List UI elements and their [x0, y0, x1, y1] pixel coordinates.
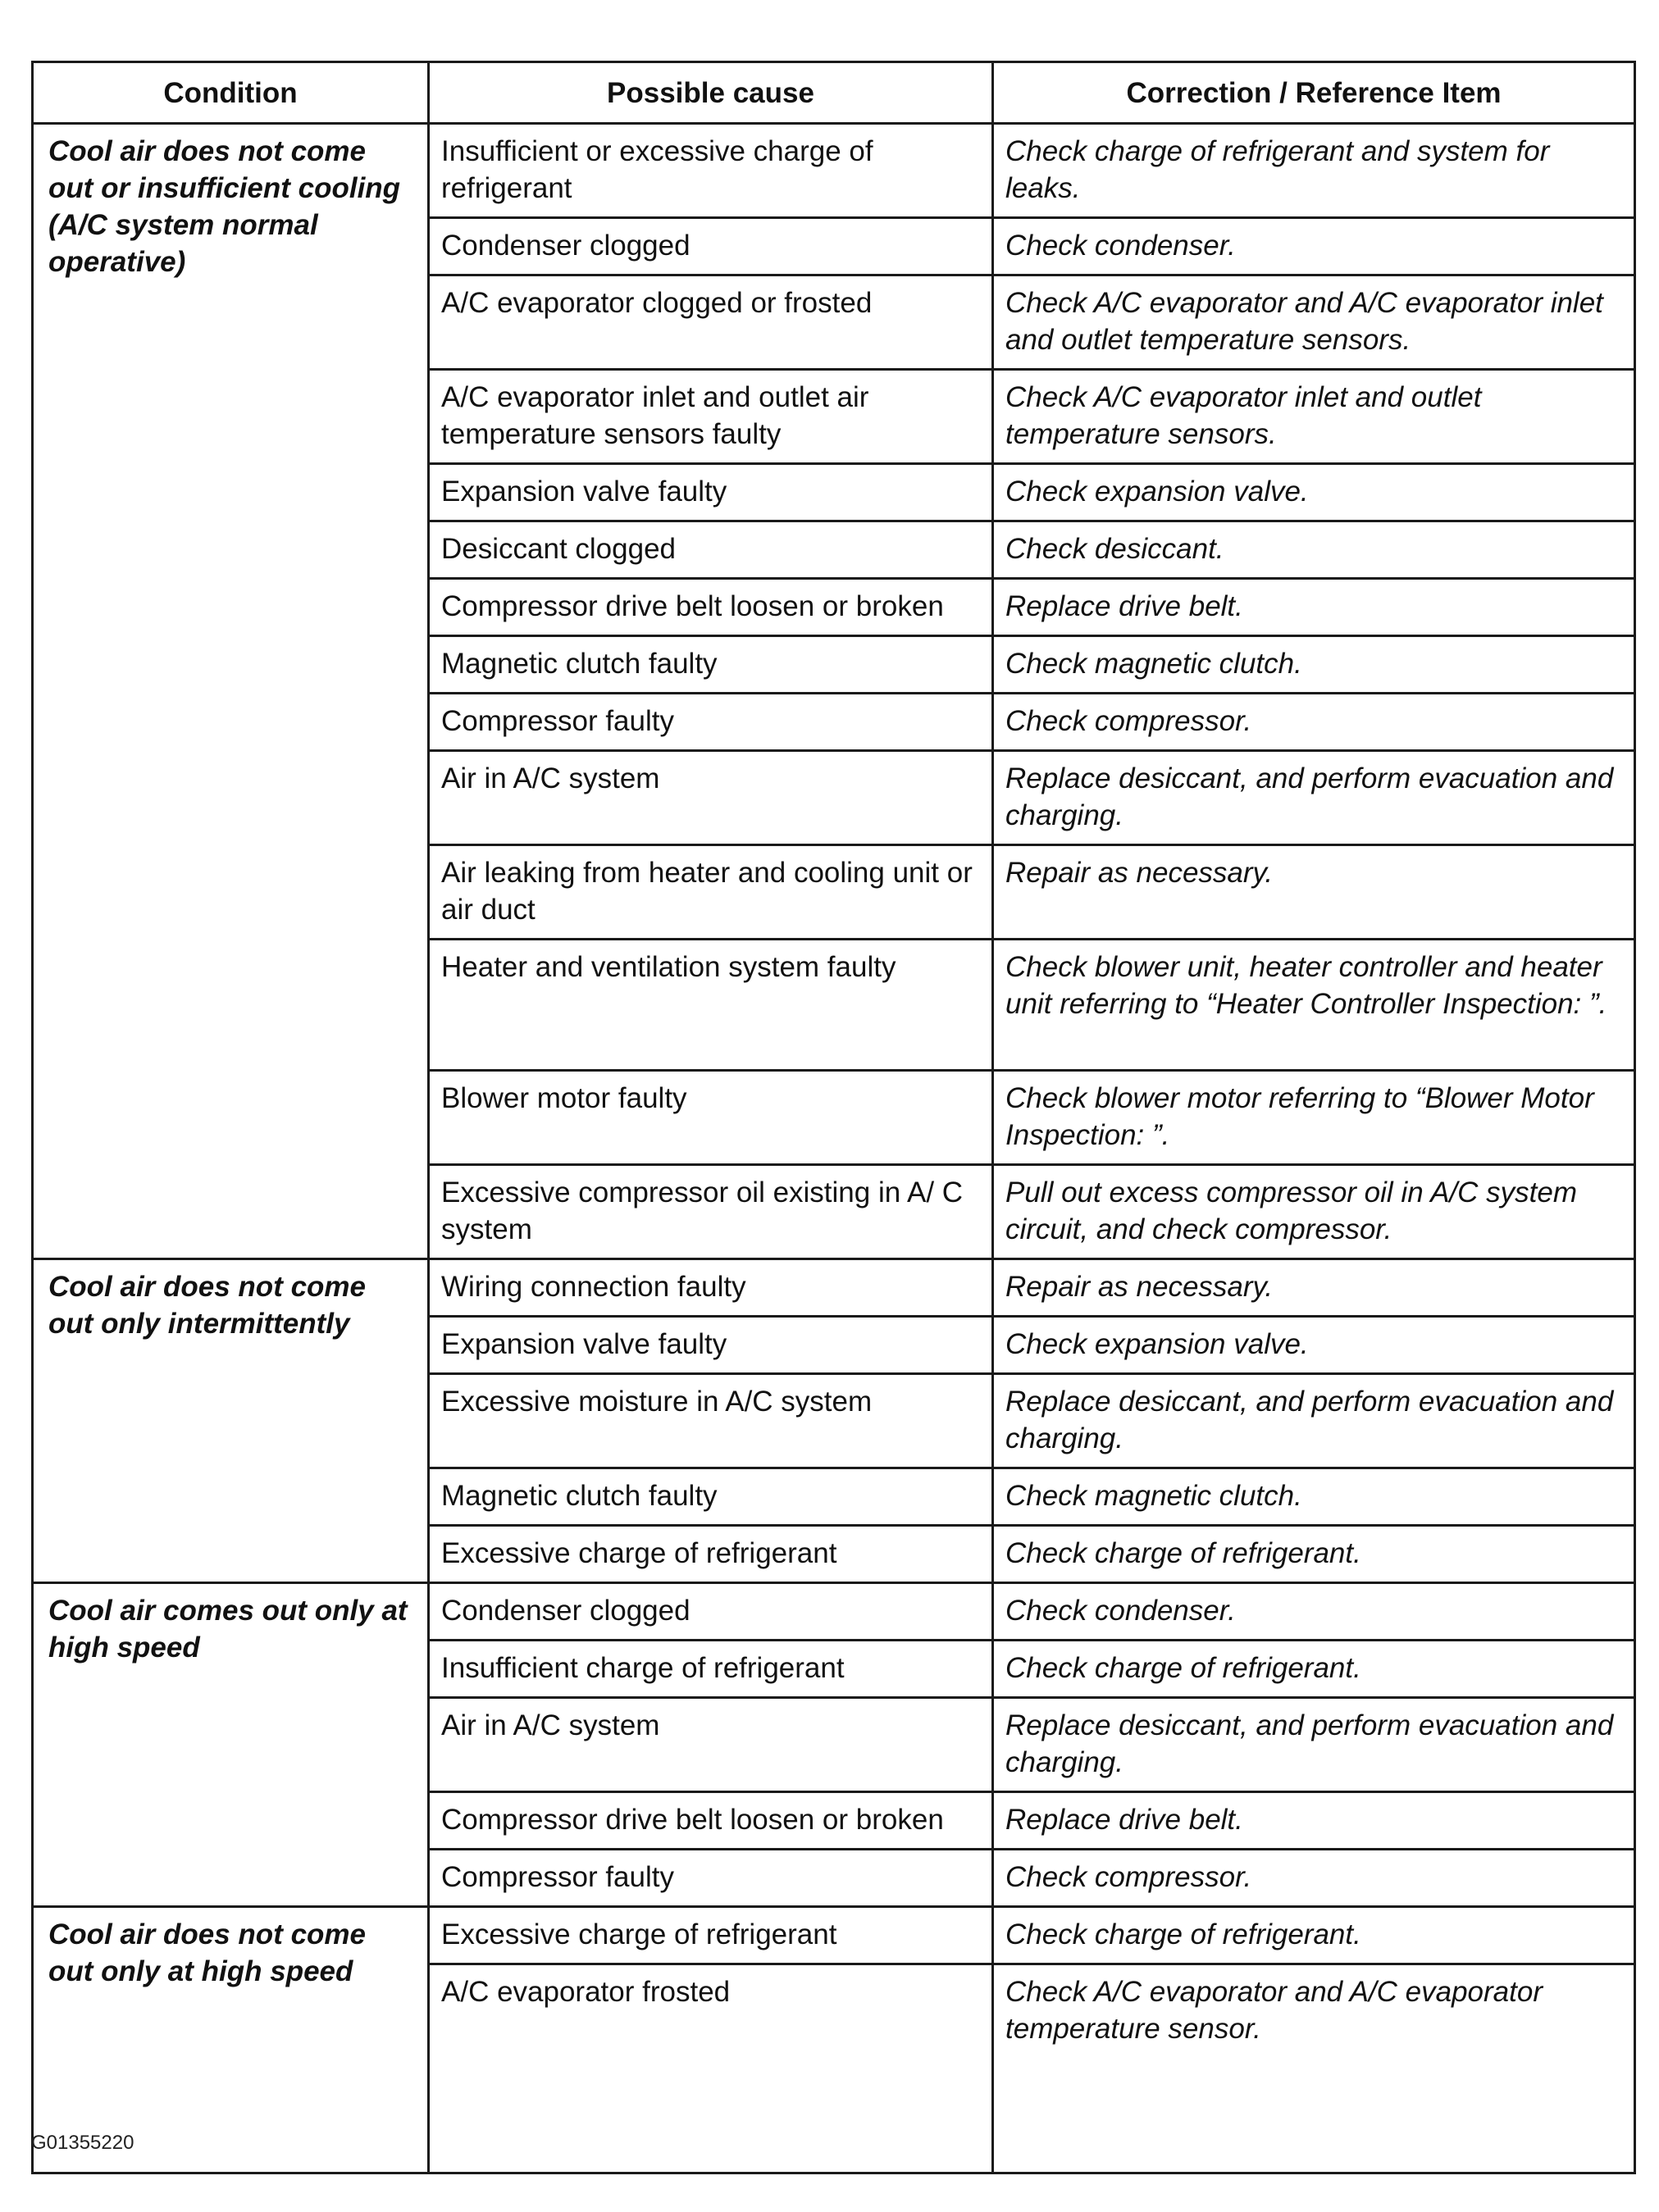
correction-cell: Replace desiccant, and perform evacuation and charging.: [993, 751, 1635, 845]
correction-cell: Check expansion valve.: [993, 1317, 1635, 1374]
condition-cell: Cool air does not come out or insufficient cooling (A/C system normal operative): [33, 124, 429, 1259]
condition-cell: Cool air comes out only at high speed: [33, 1583, 429, 1907]
cause-cell: Desiccant clogged: [429, 521, 993, 579]
correction-cell: Check charge of refrigerant.: [993, 1526, 1635, 1583]
cause-cell: Excessive moisture in A/C system: [429, 1374, 993, 1468]
cause-cell: Excessive charge of refrigerant: [429, 1907, 993, 1964]
correction-cell: Check compressor.: [993, 694, 1635, 751]
cause-cell: Insufficient charge of refrigerant: [429, 1641, 993, 1698]
correction-cell: Check magnetic clutch.: [993, 636, 1635, 694]
correction-cell: Check blower unit, heater controller and heater unit referring to “Heater Controller Inspection: ”.: [993, 940, 1635, 1071]
cause-cell: Insufficient or excessive charge of refrigerant: [429, 124, 993, 218]
correction-cell: Check compressor.: [993, 1850, 1635, 1907]
cause-cell: Wiring connection faulty: [429, 1259, 993, 1317]
correction-cell: Check expansion valve.: [993, 464, 1635, 521]
correction-cell: Check blower motor referring to “Blower Motor Inspection: ”.: [993, 1071, 1635, 1165]
troubleshooting-table: [31, 61, 1636, 2174]
correction-cell: Check condenser.: [993, 218, 1635, 275]
cause-cell: Compressor faulty: [429, 694, 993, 751]
correction-cell: Replace desiccant, and perform evacuation and charging.: [993, 1698, 1635, 1792]
cause-cell: Condenser clogged: [429, 218, 993, 275]
condition-cell: Cool air does not come out only at high speed: [33, 1907, 429, 2173]
cause-cell: Magnetic clutch faulty: [429, 1468, 993, 1526]
header-correction: Correction / Reference Item: [993, 62, 1635, 124]
header-condition: Condition: [33, 62, 429, 124]
correction-cell: Repair as necessary.: [993, 1259, 1635, 1317]
cause-cell: Condenser clogged: [429, 1583, 993, 1641]
cause-cell: Compressor drive belt loosen or broken: [429, 579, 993, 636]
correction-cell: Check A/C evaporator and A/C evaporator temperature sensor.: [993, 1964, 1635, 2173]
cause-cell: Air leaking from heater and cooling unit or air duct: [429, 845, 993, 940]
cause-cell: A/C evaporator frosted: [429, 1964, 993, 2173]
correction-cell: Check A/C evaporator inlet and outlet temperature sensors.: [993, 370, 1635, 464]
table-row: [33, 1583, 1635, 1641]
correction-cell: Check A/C evaporator and A/C evaporator inlet and outlet temperature sensors.: [993, 275, 1635, 370]
condition-cell: Cool air does not come out only intermittently: [33, 1259, 429, 1583]
cause-cell: Expansion valve faulty: [429, 464, 993, 521]
cause-cell: A/C evaporator inlet and outlet air temperature sensors faulty: [429, 370, 993, 464]
cause-cell: Excessive compressor oil existing in A/ C system: [429, 1165, 993, 1259]
cause-cell: Expansion valve faulty: [429, 1317, 993, 1374]
cause-cell: Excessive charge of refrigerant: [429, 1526, 993, 1583]
correction-cell: Pull out excess compressor oil in A/C system circuit, and check compressor.: [993, 1165, 1635, 1259]
table-header-row: [33, 62, 1635, 124]
figure-code: G01355220: [31, 2132, 134, 2154]
table-row: [33, 124, 1635, 218]
correction-cell: Check desiccant.: [993, 521, 1635, 579]
correction-cell: Check magnetic clutch.: [993, 1468, 1635, 1526]
correction-cell: Replace drive belt.: [993, 1792, 1635, 1850]
cause-cell: Blower motor faulty: [429, 1071, 993, 1165]
correction-cell: Check charge of refrigerant.: [993, 1641, 1635, 1698]
table-row: [33, 1907, 1635, 1964]
correction-cell: Repair as necessary.: [993, 845, 1635, 940]
table-row: [33, 1259, 1635, 1317]
cause-cell: Air in A/C system: [429, 751, 993, 845]
cause-cell: A/C evaporator clogged or frosted: [429, 275, 993, 370]
cause-cell: Heater and ventilation system faulty: [429, 940, 993, 1071]
correction-cell: Check charge of refrigerant.: [993, 1907, 1635, 1964]
cause-cell: Air in A/C system: [429, 1698, 993, 1792]
correction-cell: Replace desiccant, and perform evacuation and charging.: [993, 1374, 1635, 1468]
correction-cell: Check condenser.: [993, 1583, 1635, 1641]
cause-cell: Compressor drive belt loosen or broken: [429, 1792, 993, 1850]
cause-cell: Compressor faulty: [429, 1850, 993, 1907]
correction-cell: Replace drive belt.: [993, 579, 1635, 636]
cause-cell: Magnetic clutch faulty: [429, 636, 993, 694]
correction-cell: Check charge of refrigerant and system for leaks.: [993, 124, 1635, 218]
header-possible-cause: Possible cause: [429, 62, 993, 124]
